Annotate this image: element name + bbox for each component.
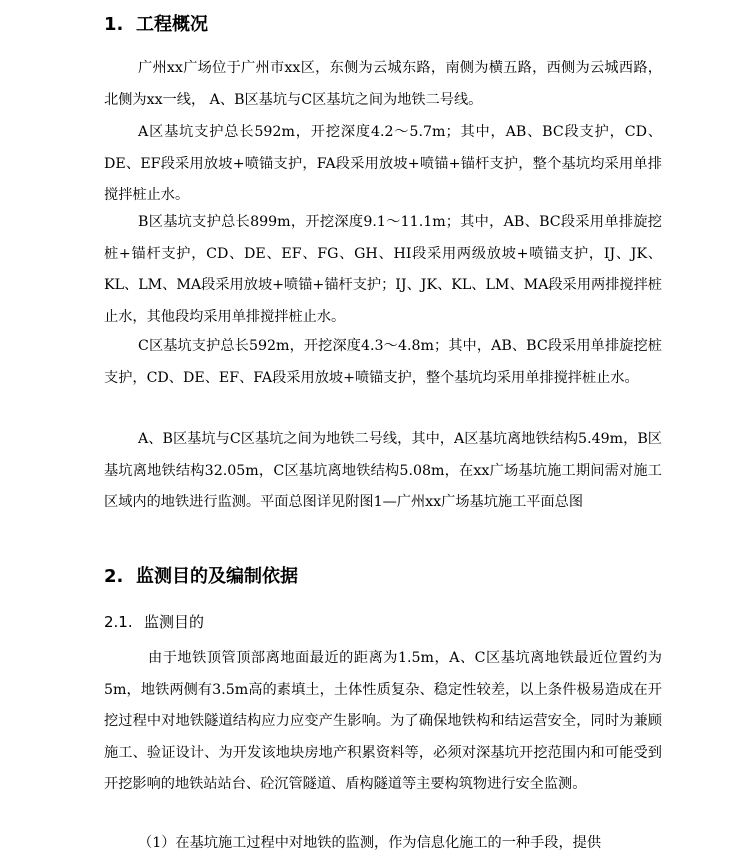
section-1-number: 1. (104, 14, 124, 35)
section-2-heading (104, 565, 298, 589)
section-1-paragraph-5: A、B区基坑与C区基坑之间为地铁二号线，其中，A区基坑离地铁结构5.49m，B区基坑离地铁结构32.05m，C区基坑离地铁结构5.08m，在xx广场基坑施工期间需对施工区域内的地铁进行监测。平面总图详见附图1—广州xx广场基坑施工平面总图 (104, 431, 662, 511)
section-2-number: 2. (104, 566, 124, 587)
section-1-heading (104, 13, 208, 37)
section-1-paragraph-3: B区基坑支护总长899m，开挖深度9.1～11.1m；其中，AB、BC段采用单排旋挖桩+锚杆支护，CD、DE、EF、FG、GH、HI段采用两级放坡+喷锚支护，IJ、JK、KL、LM、MA段采用放坡+喷锚+锚杆支护；IJ、JK、KL、LM、MA段采用两排搅拌桩止水，其他段均采用单排搅拌桩止水。 (104, 214, 662, 325)
subsection-2-1-number: 2.1. (104, 613, 133, 631)
subsection-2-1-heading (104, 611, 204, 633)
subsection-2-1-title: 监测目的 (144, 613, 205, 631)
section-2-title: 监测目的及编制依据 (136, 566, 298, 587)
subsection-2-1-paragraph-2: （1）在基坑施工过程中对地铁的监测，作为信息化施工的一种手段，提供 (138, 835, 602, 851)
section-1-paragraph-4: C区基坑支护总长592m，开挖深度4.3～4.8m；其中，AB、BC段采用单排旋挖桩支护，CD、DE、EF、FA段采用放坡+喷锚支护，整个基坑均采用单排搅拌桩止水。 (104, 338, 662, 386)
section-1-title: 工程概况 (136, 14, 208, 35)
section-1-paragraph-2: A区基坑支护总长592m，开挖深度4.2～5.7m；其中，AB、BC段支护，CD、DE、EF段采用放坡+喷锚支护，FA段采用放坡+喷锚+锚杆支护，整个基坑均采用单排搅拌桩止水。 (104, 124, 662, 204)
section-1-paragraph-1: 广州xx广场位于广州市xx区，东侧为云城东路，南侧为横五路，西侧为云城西路，北侧为xx一线， A、B区基坑与C区基坑之间为地铁二号线。 (104, 60, 662, 108)
subsection-2-1-paragraph-1: 由于地铁顶管顶部离地面最近的距离为1.5m，A、C区基坑离地铁最近位置约为5m，地铁两侧有3.5m高的素填土，土体性质复杂、稳定性较差，以上条件极易造成在开挖过程中对地铁隧道结构应力应变产生影响。为了确保地铁构和结运营安全，同时为兼顾施工、验证设计、为开发该地块房地产积累资料等，必须对深基坑开挖范围内和可能受到开挖影响的地铁站站台、砼沉管隧道、盾构隧道等主要构筑物进行安全监测。 (104, 650, 662, 793)
